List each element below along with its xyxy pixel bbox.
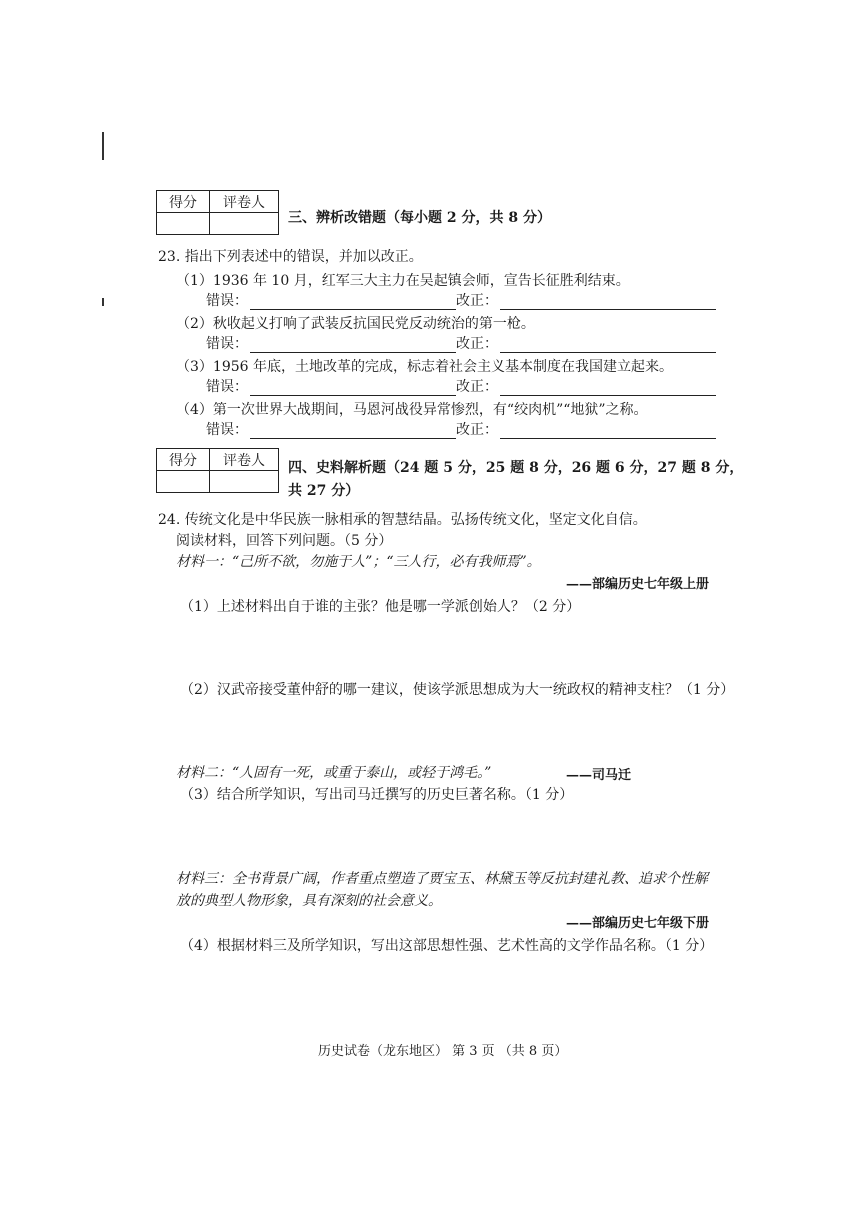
q24-sub-1: （1）上述材料出自于谁的主张？他是哪一学派创始人？（2 分） [180, 599, 581, 615]
q23-item-3: （3）1956 年底，土地改革的完成，标志着社会主义基本制度在我国建立起来。 [176, 359, 673, 375]
correct-label: 改正： [456, 336, 498, 352]
score-cell [157, 213, 210, 235]
material-3-line-1: 材料三：全书背景广阔，作者重点塑造了贾宝玉、林黛玉等反抗封建礼教、追求个性解 [176, 871, 708, 887]
q23-item-2: （2）秋收起义打响了武装反抗国民党反动统治的第一枪。 [176, 316, 535, 332]
score-label: 得分 [157, 191, 210, 213]
grader-label: 评卷人 [210, 449, 279, 471]
error-blank-4[interactable] [250, 424, 456, 439]
score-cell [157, 471, 210, 493]
error-label: 错误： [206, 422, 248, 438]
q24-sub-2: （2）汉武帝接受董仲舒的哪一建议，使该学派思想成为大一统政权的精神支柱？（1 分） [180, 682, 735, 698]
material-2-source: ——司马迁 [566, 768, 632, 783]
score-table-section3 [156, 190, 279, 235]
q23-answer-row-2 [206, 333, 716, 353]
correct-label: 改正： [456, 379, 498, 395]
score-label: 得分 [157, 449, 210, 471]
q23-answer-row-4 [206, 419, 716, 439]
section4-title-line1: 四、史料解析题（24 题 5 分，25 题 8 分，26 题 6 分，27 题 8 分， [288, 460, 744, 476]
correct-blank-4[interactable] [500, 424, 716, 439]
section4-title-line2: 共 27 分） [288, 483, 360, 499]
page-edge-mark [102, 132, 104, 160]
q24-instruction: 阅读材料，回答下列问题。（5 分） [176, 533, 393, 549]
correct-blank-3[interactable] [500, 381, 716, 396]
grader-label: 评卷人 [210, 191, 279, 213]
error-label: 错误： [206, 336, 248, 352]
q24-stem: 24. 传统文化是中华民族一脉相承的智慧结晶。弘扬传统文化，坚定文化自信。 [158, 512, 647, 528]
error-blank-3[interactable] [250, 381, 456, 396]
correct-label: 改正： [456, 293, 498, 309]
q24-sub-3: （3）结合所学知识，写出司马迁撰写的历史巨著名称。（1 分） [180, 787, 574, 803]
score-table-section4 [156, 448, 279, 493]
correct-blank-1[interactable] [500, 295, 716, 310]
q23-answer-row-3 [206, 376, 716, 396]
error-blank-1[interactable] [250, 295, 456, 310]
q23-item-1: （1）1936 年 10 月，红军三大主力在吴起镇会师，宣告长征胜利结束。 [176, 273, 630, 289]
material-3-line-2: 放的典型人物形象，具有深刻的社会意义。 [176, 893, 442, 909]
q23-item-4: （4）第一次世界大战期间，马恩河战役异常惨烈，有“绞肉机”“地狱”之称。 [176, 402, 648, 418]
q24-sub-4: （4）根据材料三及所学知识，写出这部思想性强、艺术性高的文学作品名称。（1 分） [180, 938, 714, 954]
page-footer: 历史试卷（龙东地区） 第 3 页 （共 8 页） [318, 1044, 568, 1059]
error-label: 错误： [206, 293, 248, 309]
grader-cell [210, 213, 279, 235]
material-3-source: ——部编历史七年级下册 [566, 916, 710, 931]
correct-label: 改正： [456, 422, 498, 438]
material-2: 材料二：“人固有一死，或重于泰山，或轻于鸿毛。” [176, 765, 492, 781]
material-1: 材料一：“己所不欲，勿施于人”；“三人行，必有我师焉”。 [176, 554, 541, 570]
q23-answer-row-1 [206, 290, 716, 310]
correct-blank-2[interactable] [500, 338, 716, 353]
error-label: 错误： [206, 379, 248, 395]
grader-cell [210, 471, 279, 493]
material-1-source: ——部编历史七年级上册 [566, 577, 710, 592]
page-edge-mark-small [102, 298, 104, 306]
error-blank-2[interactable] [250, 338, 456, 353]
section3-title: 三、辨析改错题（每小题 2 分，共 8 分） [288, 210, 551, 226]
q23-stem: 23. 指出下列表述中的错误，并加以改正。 [158, 249, 423, 265]
